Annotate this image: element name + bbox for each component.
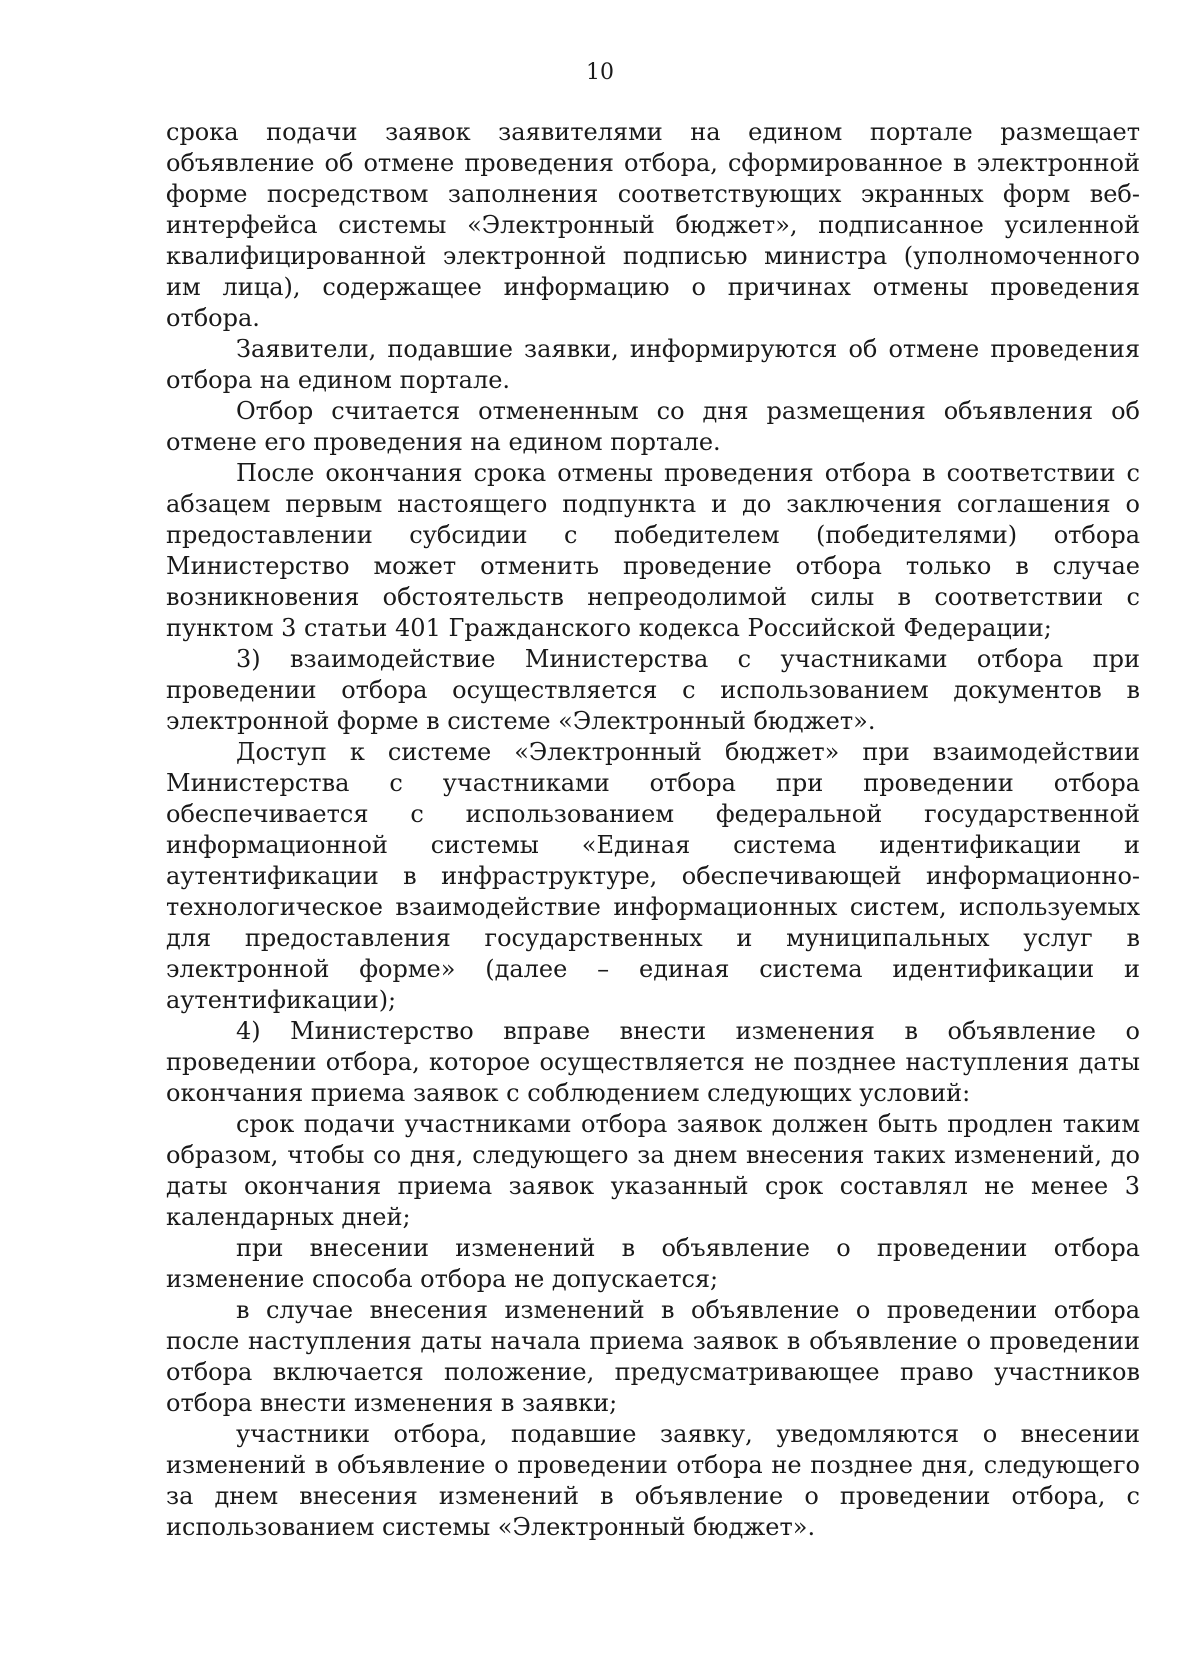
paragraph-6: Доступ к системе «Электронный бюджет» при взаимодействии Министерства с участниками отбора при проведении отбора обеспечивается с использованием федеральной государственной информационной системы «Единая система идентификации и аутентификации в инфраструктуре, обеспечивающей информационно-технологическое взаимодействие информационных систем, используемых для предоставления государственных и муниципальных услуг в электронной форме» (далее – единая система идентификации и аутентификации); — [166, 738, 1140, 1014]
paragraph-3: Отбор считается отмененным со дня размещения объявления об отмене его проведения на едином портале. — [166, 397, 1140, 456]
paragraph-2: Заявители, подавшие заявки, информируются об отмене проведения отбора на едином портале. — [166, 335, 1140, 394]
paragraph-9: при внесении изменений в объявление о проведении отбора изменение способа отбора не допускается; — [166, 1234, 1140, 1293]
paragraph-5: 3) взаимодействие Министерства с участниками отбора при проведении отбора осуществляется с использованием документов в электронной форме в системе «Электронный бюджет». — [166, 645, 1140, 735]
paragraph-4: После окончания срока отмены проведения отбора в соответствии с абзацем первым настоящего подпункта и до заключения соглашения о предоставлении субсидии с победителем (победителями) отбора Министерство может отменить проведение отбора только в случае возникновения обстоятельств непреодолимой силы в соответствии с пунктом 3 статьи 401 Гражданского кодекса Российской Федерации; — [166, 459, 1140, 642]
page-number: 10 — [586, 60, 614, 85]
paragraph-11: участники отбора, подавшие заявку, уведомляются о внесении изменений в объявление о проведении отбора не позднее дня, следующего за днем внесения изменений в объявление о проведении отбора, с использованием системы «Электронный бюджет». — [166, 1420, 1140, 1541]
paragraph-8: срок подачи участниками отбора заявок должен быть продлен таким образом, чтобы со дня, следующего за днем внесения таких изменений, до даты окончания приема заявок указанный срок составлял не менее 3 календарных дней; — [166, 1110, 1140, 1231]
paragraph-7: 4) Министерство вправе внести изменения в объявление о проведении отбора, которое осуществляется не позднее наступления даты окончания приема заявок с соблюдением следующих условий: — [166, 1017, 1140, 1107]
document-body — [166, 117, 1140, 1543]
paragraph-1: срока подачи заявок заявителями на едином портале размещает объявление об отмене проведения отбора, сформированное в электронной форме посредством заполнения соответствующих экранных форм веб-интерфейса системы «Электронный бюджет», подписанное усиленной квалифицированной электронной подписью министра (уполномоченного им лица), содержащее информацию о причинах отмены проведения отбора. — [166, 118, 1140, 332]
paragraph-10: в случае внесения изменений в объявление о проведении отбора после наступления даты начала приема заявок в объявление о проведении отбора включается положение, предусматривающее право участников отбора внести изменения в заявки; — [166, 1296, 1140, 1417]
